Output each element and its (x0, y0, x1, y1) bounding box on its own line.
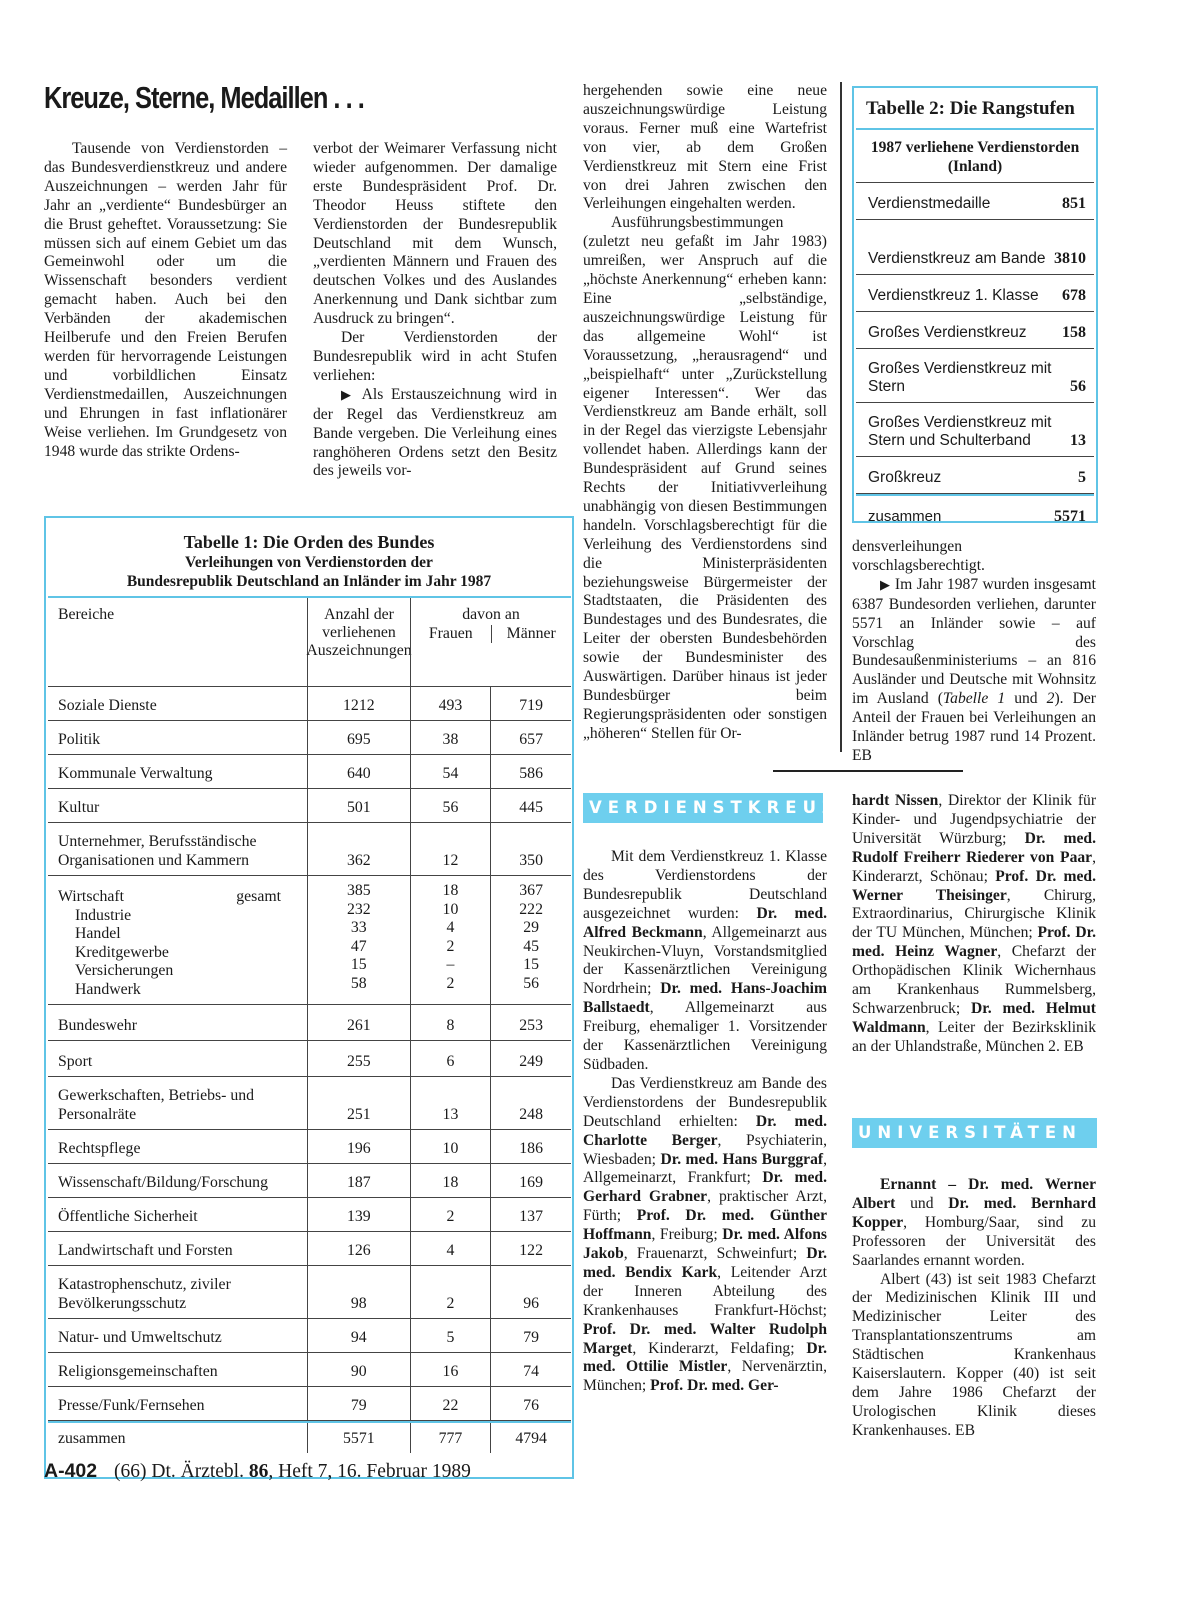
table-row (48, 1353, 571, 1387)
section-banner-verdienstkreuz: VERDIENSTKREUZ (583, 793, 823, 823)
paragraph-text: und (1005, 690, 1047, 708)
table-ref: Tabelle 1 (942, 690, 1006, 708)
verdienstkreuz-paragraph: Das Verdienstkreuz am Bande des Verdienstordens der Bundesrepublik Deutschland erhielten: Dr. med. Charlotte Berger, Psychiaterin, Wiesbaden; Dr. med. Hans Burggraf, Allgemeinarzt, Frankfurt; Dr. med. Gerhard Grabner, praktischer Arzt, Fürth; Prof. Dr. med. Günther Hoffmann, Freiburg; Dr. med. Alfons Jakob, Frauenarzt, Schweinfurt; Dr. med. Bendix Kark, Leitender Arzt der Inneren Abteilung des Krankenhauses Frankfurt-Höchst; Prof. Dr. med. Walter Rudolph Marget, Kinderarzt, Feldafing; Dr. med. Ottilie Mistler, Nervenärztin, München; Prof. Dr. med. Ger- (583, 1074, 828, 1395)
cell-maenner: 657 (490, 721, 571, 754)
page-number: A-402 (44, 1460, 98, 1482)
table-row (48, 1319, 571, 1353)
cell-maenner: 253 (490, 1005, 571, 1040)
cell-frauen: 56 (410, 789, 491, 822)
verdienstkreuz-col-3 (583, 848, 827, 1396)
table-title: Tabelle 1: Die Orden des Bundes (183, 532, 435, 552)
cell-value: 58 (350, 974, 367, 992)
cell-anzahl: 126 (307, 1232, 410, 1265)
row-label: Verdienstkreuz 1. Klasse (868, 287, 1039, 304)
page-number-secondary: (66) (114, 1461, 147, 1482)
row-label: Unternehmer, Berufsständische Organisationen und Kammern (58, 833, 257, 869)
row-label: Bundeswehr (58, 1016, 137, 1034)
article-paragraph: Ausführungsbestimmungen (zuletzt neu gefaßt im Jahr 1983) umreißen, wer Anspruch auf die „höchste Anerkennung“ erheben kann: Eine „selbständige, auszeichnungswürdige Leistung für das allgemeine Wohl“ ist Voraussetzung, „herausragend“ und „beispielhaft“ unter „Zurückstellung eigener Interessen“. Wer das Verdienstkreuz am Bande erhält, soll in der Regel das vierzigste Lebensjahr vollendet haben. Allerdings kann der Bundespräsident auf Grund seines Rechts der Initiativverleihung unabhängig von diesen Bestimmungen handeln. Vorschlagsberechtigt für die Verleihung des Verdienstordens sind die Ministerpräsidenten beziehungsweise Bürgermeister der Stadtstaaten, die Präsidenten des Bundestages und des Bundesrates, die Leiter der obersten Bundesbehörden sowie der Bundesminister des Auswärtigen. Darüber hinaus ist jeder Bundesbürger beim Regierungspräsidenten oder sonstigen „höheren“ Stellen für Or- (583, 214, 827, 742)
cell-maenner: 79 (490, 1319, 571, 1352)
cell-anzahl: 501 (307, 789, 410, 822)
row-label: Politik (58, 730, 101, 748)
universitaeten-paragraph: Ernannt – Dr. med. Werner Albert und Dr. med. Bernhard Kopper, Homburg/Saar, sind zu Professoren der Universität des Saarlandes ernannt worden. (852, 1176, 1096, 1269)
article-paragraph: Der Verdienstorden der Bundesrepublik wird in acht Stufen verliehen: (313, 329, 557, 384)
table-row (48, 1164, 571, 1198)
table-row (48, 1005, 571, 1041)
article-paragraph: hergehenden sowie eine neue auszeichnungswürdige Leistung voraus. Ferner muß eine Wartefrist von vier, ab dem Großen Verdienstkreuz mit Stern eine Frist von drei Jahren zwischen den Verleihungen eingehalten werden. (583, 82, 827, 213)
row-value: 678 (1062, 287, 1086, 304)
table-header-row (48, 598, 571, 687)
cell-frauen: 18 (410, 1164, 491, 1197)
table-row (48, 721, 571, 755)
triangle-bullet-icon: ▶ (341, 387, 355, 403)
universitaeten-paragraph: Albert (43) ist seit 1983 Chefarzt der Medizinischen Klinik III und Medizinischer Leiter des Transplantationszentrums am Städtischen Krankenhaus Kaiserslautern. Kopper (40) ist seit dem Jahre 1986 Chefarzt der Urologischen Klinik dieses Krankenhauses. EB (852, 1270, 1096, 1439)
cell-value: 385 (346, 882, 371, 899)
cell-frauen: 22 (410, 1387, 491, 1420)
cell-anzahl: 139 (307, 1198, 410, 1231)
table-header (46, 518, 572, 591)
row-label-suffix: gesamt (236, 888, 282, 905)
table-row (48, 1041, 571, 1077)
row-value: 851 (1062, 195, 1086, 212)
cell-value: 47 (350, 937, 367, 955)
table-row (856, 183, 1094, 220)
cell-frauen: 2 (410, 1266, 491, 1318)
cell-anzahl: 261 (307, 1005, 410, 1040)
section-divider (773, 770, 963, 772)
article-paragraph: densverleihungen vorschlagsberechtigt. (852, 538, 985, 574)
row-sublabel: Handel (75, 925, 121, 942)
cell-value: 232 (346, 900, 371, 918)
cell-maenner: 169 (490, 1164, 571, 1197)
cell-value: 222 (519, 900, 543, 918)
cell-anzahl: 695 (307, 721, 410, 754)
cell-maenner: 719 (490, 687, 571, 720)
cell-anzahl: 187 (307, 1164, 410, 1197)
table-row (48, 1266, 571, 1319)
cell-value: 56 (523, 974, 540, 992)
cell-anzahl: 94 (307, 1319, 410, 1352)
cell-maenner: 96 (490, 1266, 571, 1318)
cell-value: 4 (446, 919, 455, 936)
row-label: Presse/Funk/Fernsehen (58, 1396, 205, 1414)
row-value: 158 (1062, 324, 1086, 341)
table-row (856, 349, 1094, 403)
cell-frauen: 777 (410, 1423, 491, 1453)
cell-anzahl: 196 (307, 1130, 410, 1163)
paragraph-text: Im Jahr 1987 wurden insgesamt 6387 Bundesorden verliehen, darunter 5571 an Inländer sowie – auf Vorschlag des Bundesaußenministeriums – an 816 Ausländer und Deutsche mit Wohnsitz im Ausland ( (852, 575, 1097, 708)
cell-frauen: 8 (410, 1005, 491, 1040)
cell-value: – (446, 956, 455, 973)
cell-value: 10 (442, 900, 459, 918)
verdienstkreuz-paragraph: hardt Nissen, Direktor der Klinik für Kinder- und Jugendpsychiatrie der Universität Würzburg; Dr. med. Rudolf Freiherr Riederer von Paar, Kinderarzt, Schönau; Prof. Dr. med. Werner Theisinger, Chirurg, Extraordinarius, Chirurgische Klinik der TU München, München; Prof. Dr. med. Heinz Wagner, Chefarzt der Orthopädischen Klinik Wichernhaus am Krankenhaus Rummelsberg, Schwarzenbruck; Dr. med. Helmut Waldmann, Leiter der Bezirksklinik an der Uhlandstraße, München 2. EB (852, 792, 1097, 1055)
paragraph-text: ). Der Anteil der Frauen bei Verleihungen an Inländer betrug 1987 rund 14 Prozent. EB (852, 690, 1096, 764)
row-label: Wissenschaft/Bildung/Forschung (58, 1173, 268, 1191)
cell-frauen: 16 (410, 1353, 491, 1386)
table-row (48, 687, 571, 721)
triangle-bullet-icon: ▶ (880, 577, 891, 593)
row-label: Verdienstkreuz am Bande (868, 250, 1046, 267)
verdienstkreuz-col-4 (852, 792, 1096, 1057)
row-value: 5571 (1054, 508, 1086, 525)
article-col-1 (44, 140, 287, 461)
verdienstkreuz-paragraph: Mit dem Verdienstkreuz 1. Klasse des Verdienstordens der Bundesrepublik Deutschland ausgezeichnet wurden: Dr. med. Alfred Beckmann, Allgemeinarzt aus Neukirchen-Vluyn, Vorstandsmitglied der Kassenärztlichen Vereinigung Nordrhein; Dr. med. Hans-Joachim Ballstaedt, Allgemeinarzt aus Freiburg, ehemaliger 1. Vorsitzender der Kassenärztlichen Vereinigung Südbaden. (583, 848, 828, 1073)
cell-anzahl: 255 (307, 1041, 410, 1076)
cell-frauen: 38 (410, 721, 491, 754)
table-row (856, 312, 1094, 349)
table-rangstufen (852, 86, 1098, 523)
row-sublabel: Industrie (75, 906, 132, 924)
article-col-4 (852, 538, 1096, 766)
table-row (48, 876, 571, 1005)
row-label: Kultur (58, 798, 100, 816)
cell-group (410, 876, 491, 1004)
cell-maenner: 74 (490, 1353, 571, 1386)
row-label-group (48, 876, 307, 1004)
row-value: 5 (1078, 469, 1086, 486)
cell-value: 45 (523, 937, 540, 955)
table-title: Tabelle 2: Die Rangstufen (866, 98, 1075, 119)
row-label: Öffentliche Sicherheit (58, 1207, 198, 1225)
cell-anzahl: 640 (307, 755, 410, 788)
cell-value: 367 (519, 882, 543, 899)
table-body (856, 128, 1094, 532)
page-footer (44, 1460, 471, 1483)
cell-anzahl: 79 (307, 1387, 410, 1420)
col-header-bereiche: Bereiche (58, 606, 115, 623)
cell-value: 33 (350, 919, 367, 936)
cell-frauen: 13 (410, 1077, 491, 1129)
table-row (48, 755, 571, 789)
cell-maenner: 350 (490, 823, 571, 875)
row-sublabel: Versicherungen (75, 962, 174, 979)
table-row (48, 1077, 571, 1130)
row-label: Großkreuz (868, 469, 942, 486)
cell-frauen: 4 (410, 1232, 491, 1265)
row-sublabel: Handwerk (75, 980, 141, 998)
cell-value: 2 (446, 937, 455, 955)
article-col-3 (583, 82, 827, 744)
table-row (856, 403, 1094, 457)
cell-frauen: 54 (410, 755, 491, 788)
cell-maenner: 186 (490, 1130, 571, 1163)
table-orden (44, 516, 574, 1479)
cell-frauen: 10 (410, 1130, 491, 1163)
cell-maenner: 76 (490, 1387, 571, 1420)
cell-maenner: 445 (490, 789, 571, 822)
paragraph-text: Als Erstauszeichnung wird in der Regel das Verdienstkreuz am Bande vergeben. Die Verleihung eines ranghöheren Ordens setzt den Besitz des jeweils vor- (313, 385, 558, 480)
journal-volume: 86 (248, 1461, 269, 1482)
table-rows (856, 183, 1094, 532)
col-header-davon (410, 598, 571, 686)
row-label: Landwirtschaft und Forsten (58, 1241, 233, 1259)
cell-maenner: 248 (490, 1077, 571, 1129)
cell-maenner: 586 (490, 755, 571, 788)
table-ref: 2 (1046, 690, 1055, 708)
table-row (48, 823, 571, 876)
row-label: Religionsgemeinschaften (58, 1362, 218, 1380)
table-subtitle: Bundesrepublik Deutschland an Inländer im Jahr 1987 (126, 573, 492, 590)
row-label: Wirtschaft (58, 888, 125, 905)
row-label: Verdienstmedaille (868, 195, 991, 212)
row-label: Soziale Dienste (58, 696, 157, 714)
cell-group (490, 876, 571, 1004)
article-col-2 (313, 140, 557, 481)
table-row (856, 220, 1094, 275)
row-label: Natur- und Umweltschutz (58, 1328, 222, 1346)
article-paragraph (313, 386, 557, 482)
table-total-row (856, 494, 1094, 532)
journal-name: Dt. Ärztebl. (151, 1461, 244, 1482)
table-row (856, 457, 1094, 494)
table-subtitle: 1987 verliehene Verdienstorden (Inland) (856, 130, 1094, 183)
table-total-row (48, 1421, 571, 1453)
cell-frauen: 6 (410, 1041, 491, 1076)
cell-maenner: 137 (490, 1198, 571, 1231)
table-row (48, 1232, 571, 1266)
universitaeten-col (852, 1176, 1096, 1441)
table-row (48, 789, 571, 823)
row-label: zusammen (868, 508, 942, 525)
cell-value: 15 (350, 956, 367, 973)
article-paragraph: verbot der Weimarer Verfassung nicht wieder aufgenommen. Der damalige erste Bundespräsident Prof. Dr. Theodor Heuss stiftete den Verdienstorden der Bundesrepublik Deutschland mit dem Wunsch, „verdienten Männern und Frauen des deutschen Volkes und des Auslandes Anerkennung und Dank sichtbar zum Ausdruck zu bringen“. (313, 140, 557, 328)
headline: Kreuze, Sterne, Medaillen . . . (44, 80, 364, 115)
cell-frauen: 12 (410, 823, 491, 875)
cell-maenner: 4794 (490, 1423, 571, 1453)
row-label: Gewerkschaften, Betriebs- und Personalräte (58, 1087, 255, 1123)
cell-frauen: 493 (410, 687, 491, 720)
cell-anzahl: 362 (307, 823, 410, 875)
cell-value: 15 (523, 956, 540, 973)
cell-anzahl: 5571 (307, 1423, 410, 1453)
column-divider (840, 82, 842, 752)
cell-value: 29 (523, 919, 540, 936)
row-sublabel: Kreditgewerbe (75, 943, 169, 961)
col-header-anzahl: Anzahl der verliehenen Auszeichnungen (307, 598, 410, 686)
article-paragraph: Tausende von Verdienstorden – das Bundesverdienstkreuz und andere Auszeichnungen – werden Jahr für Jahr an „verdiente“ Bundesbürger an die Brust geheftet. Voraussetzung: Sie müssen sich auf einem Gebiet um das Gemeinwohl oder um die Wissenschaft besonders verdient gemacht haben. Auch bei den Verbänden der akademischen Heilberufe und den Freien Berufen werden für hervorragende Leistungen und vorbildlichen Einsatz Verdienstmedaillen, Auszeichnungen und Ehrungen in fast inflationärer Weise verliehen. Im Grundgesetz von 1948 wurde das strikte Ordens- (44, 140, 287, 460)
row-label: Großes Verdienstkreuz mit Stern (868, 360, 1052, 395)
row-value: 13 (1070, 432, 1086, 449)
section-banner-universitaeten: UNIVERSITÄTEN (852, 1118, 1097, 1148)
table-row (856, 275, 1094, 312)
cell-maenner: 249 (490, 1041, 571, 1076)
col-header-maenner: Männer (491, 625, 572, 643)
row-label: Kommunale Verwaltung (58, 764, 213, 782)
row-label: Großes Verdienstkreuz (868, 324, 1027, 341)
cell-maenner: 122 (490, 1232, 571, 1265)
cell-value: 18 (442, 882, 459, 899)
article-paragraph (852, 576, 1096, 766)
cell-frauen: 2 (410, 1198, 491, 1231)
col-header-frauen: Frauen (428, 624, 473, 642)
table-row (48, 1130, 571, 1164)
cell-anzahl: 98 (307, 1266, 410, 1318)
row-label: Rechtspflege (58, 1139, 141, 1157)
table-row (48, 1198, 571, 1232)
row-label: Katastrophenschutz, ziviler Bevölkerungsschutz (58, 1276, 231, 1312)
row-value: 3810 (1054, 250, 1086, 267)
col-header-davon-label: davon an (462, 606, 520, 623)
cell-anzahl: 251 (307, 1077, 410, 1129)
journal-issue: , Heft 7, 16. Februar 1989 (268, 1461, 471, 1482)
cell-value: 2 (446, 974, 455, 992)
row-label: Sport (58, 1052, 93, 1070)
cell-anzahl: 90 (307, 1353, 410, 1386)
table-grid (48, 596, 571, 1453)
cell-group (307, 876, 410, 1004)
cell-frauen: 5 (410, 1319, 491, 1352)
row-value: 56 (1070, 378, 1086, 395)
row-label: Großes Verdienstkreuz mit Stern und Schulterband (868, 414, 1052, 449)
cell-anzahl: 1212 (307, 687, 410, 720)
table-subtitle: Verleihungen von Verdienstorden der (185, 554, 433, 571)
row-label: zusammen (58, 1429, 126, 1447)
table-row (48, 1387, 571, 1421)
